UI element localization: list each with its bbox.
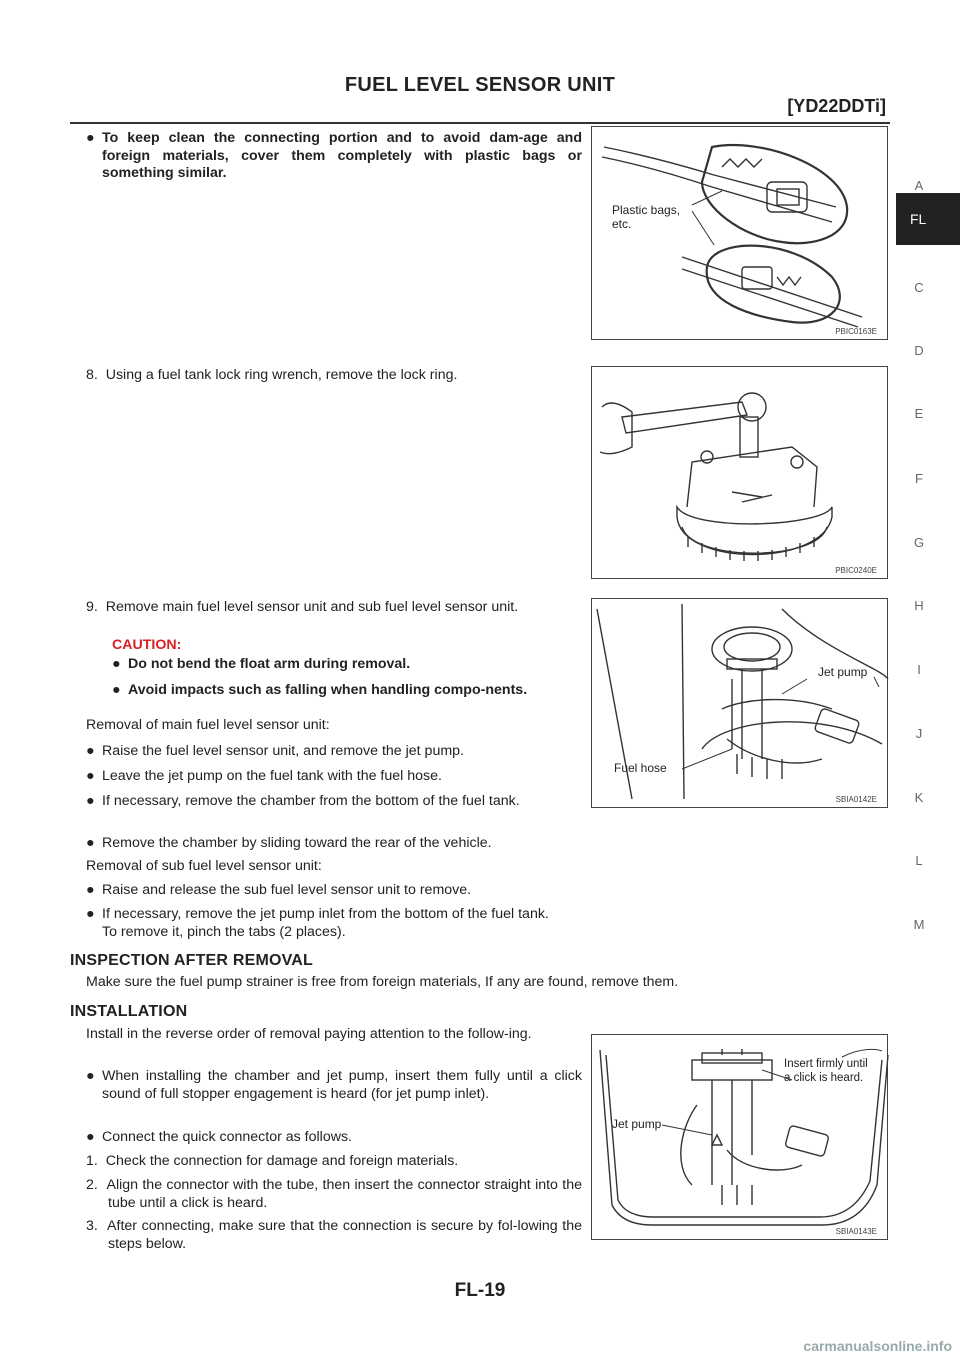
step-9-text: 9. Remove main fuel level sensor unit and sub fuel level sensor unit. bbox=[86, 599, 519, 615]
installation-bullet-text: Connect the quick connector as follows. bbox=[102, 1129, 352, 1145]
main-removal-item-text: Remove the chamber by sliding toward the rear of the vehicle. bbox=[102, 835, 492, 851]
index-letter-g[interactable]: G bbox=[913, 535, 925, 550]
figure-label-plastic-bags: Plastic bags, etc. bbox=[612, 203, 681, 231]
figure-lock-ring-wrench bbox=[591, 366, 888, 579]
figure-jet-pump-fuel-hose bbox=[591, 598, 888, 808]
page-title: FUEL LEVEL SENSOR UNIT bbox=[344, 74, 616, 96]
section-inspection-heading: INSPECTION AFTER REMOVAL bbox=[70, 952, 314, 969]
section-installation-heading: INSTALLATION bbox=[70, 1003, 188, 1020]
index-letter-e[interactable]: E bbox=[914, 406, 924, 421]
index-letter-i[interactable]: I bbox=[917, 662, 921, 677]
step-9 bbox=[86, 599, 582, 617]
figure-code: PBIC0163E bbox=[835, 327, 877, 336]
inspection-text: Make sure the fuel pump strainer is free from foreign materials, If any are found, remove them. bbox=[86, 974, 679, 990]
caution-item-1-text: Do not bend the float arm during removal. bbox=[128, 656, 411, 672]
figure-code: PBIC0240E bbox=[835, 566, 877, 575]
main-removal-item: ● Leave the jet pump on the fuel tank with the fuel hose. bbox=[86, 768, 582, 786]
main-removal-item: ● Remove the chamber by sliding toward the rear of the vehicle. bbox=[86, 835, 582, 853]
index-letter-c[interactable]: C bbox=[914, 280, 924, 295]
main-removal-item-text: If necessary, remove the chamber from the bottom of the fuel tank. bbox=[102, 793, 520, 809]
figure-label-jet-pump: Jet pump bbox=[818, 665, 868, 679]
installation-step-1: 1. Check the connection for damage and foreign materials. bbox=[86, 1153, 459, 1169]
figure-insert-jet-pump bbox=[591, 1034, 888, 1240]
main-removal-item: ● If necessary, remove the chamber from the bottom of the fuel tank. bbox=[86, 793, 582, 811]
main-removal-item-text: Raise the fuel level sensor unit, and remove the jet pump. bbox=[102, 743, 464, 759]
figure-plastic-bags bbox=[591, 126, 888, 340]
figure-label-fuel-hose: Fuel hose bbox=[614, 761, 667, 775]
caution-item-2-text: Avoid impacts such as falling when handling compo-nents. bbox=[128, 682, 528, 698]
lock-ring-wrench-illustration bbox=[592, 367, 889, 580]
sub-removal-item-text-2: To remove it, pinch the tabs (2 places). bbox=[102, 923, 346, 940]
page-number: FL-19 bbox=[454, 1280, 506, 1301]
index-letter-a[interactable]: A bbox=[914, 178, 924, 193]
index-letter-m[interactable]: M bbox=[913, 917, 925, 932]
jet-pump-illustration bbox=[592, 599, 889, 809]
watermark[interactable]: carmanualsonline.info bbox=[803, 1338, 952, 1354]
installation-step-3-text: 3. After connecting, make sure that the connection is secure by fol-lowing the steps below. bbox=[86, 1218, 582, 1252]
caution-item-2: ● Avoid impacts such as falling when handling compo-nents. bbox=[112, 682, 582, 700]
sub-removal-item-text: Raise and release the sub fuel level sensor unit to remove. bbox=[102, 882, 472, 898]
index-letter-d[interactable]: D bbox=[914, 343, 924, 358]
index-letter-l[interactable]: L bbox=[915, 853, 923, 868]
plastic-bags-illustration bbox=[592, 127, 889, 341]
installation-step-2 bbox=[86, 1177, 582, 1212]
figure-code: SBIA0143E bbox=[835, 1227, 877, 1236]
installation-step-2-text: 2. Align the connector with the tube, then insert the connector straight into the tube until a click is heard. bbox=[86, 1177, 582, 1211]
figure-code: SBIA0142E bbox=[835, 795, 877, 804]
installation-intro: Install in the reverse order of removal paying attention to the follow-ing. bbox=[86, 1026, 532, 1042]
index-letter-h[interactable]: H bbox=[914, 598, 924, 613]
caution-label: CAUTION: bbox=[112, 637, 182, 653]
index-letter-f[interactable]: F bbox=[915, 471, 923, 486]
step-8: 8. Using a fuel tank lock ring wrench, remove the lock ring. bbox=[86, 367, 458, 383]
index-letter-k[interactable]: K bbox=[914, 790, 924, 805]
installation-step-3 bbox=[86, 1218, 582, 1253]
main-removal-title: Removal of main fuel level sensor unit: bbox=[86, 717, 330, 733]
sub-removal-item-text: If necessary, remove the jet pump inlet from the bottom of the fuel tank. bbox=[102, 906, 549, 922]
bullet-cover-text: To keep clean the connecting portion and to avoid dam-age and foreign materials, cover them completely with plastic bags or something similar. bbox=[102, 130, 582, 181]
main-removal-item: ● Raise the fuel level sensor unit, and remove the jet pump. bbox=[86, 743, 582, 761]
index-letter-j[interactable]: J bbox=[915, 726, 923, 741]
installation-bullet: ● Connect the quick connector as follows. bbox=[86, 1129, 582, 1147]
engine-code: [YD22DDTi] bbox=[787, 96, 886, 116]
main-removal-item-text: Leave the jet pump on the fuel tank with the fuel hose. bbox=[102, 768, 442, 784]
index-tab-fl-active[interactable]: FL bbox=[896, 193, 960, 245]
sub-removal-title: Removal of sub fuel level sensor unit: bbox=[86, 858, 322, 874]
figure-label-insert: Insert firmly until a click is heard. bbox=[784, 1058, 868, 1084]
installation-bullet-text: When installing the chamber and jet pump, insert them fully until a click sound of full stopper engagement is heard (for jet pump inlet). bbox=[102, 1068, 582, 1102]
sub-removal-item: ● Raise and release the sub fuel level sensor unit to remove. bbox=[86, 882, 786, 900]
header-rule bbox=[70, 122, 890, 124]
sub-removal-item: ● If necessary, remove the jet pump inlet from the bottom of the fuel tank. To remove it, pinch the tabs (2 places). bbox=[86, 906, 786, 941]
bullet-cover-connector: ● To keep clean the connecting portion and to avoid dam-age and foreign materials, cover them completely with plastic bags or something similar. bbox=[86, 130, 582, 181]
figure-label-jet-pump: Jet pump bbox=[612, 1117, 662, 1131]
caution-item-1: ● Do not bend the float arm during removal. bbox=[112, 656, 582, 674]
installation-bullet: ● When installing the chamber and jet pump, insert them fully until a click sound of full stopper engagement is heard (for jet pump inlet). bbox=[86, 1068, 582, 1102]
